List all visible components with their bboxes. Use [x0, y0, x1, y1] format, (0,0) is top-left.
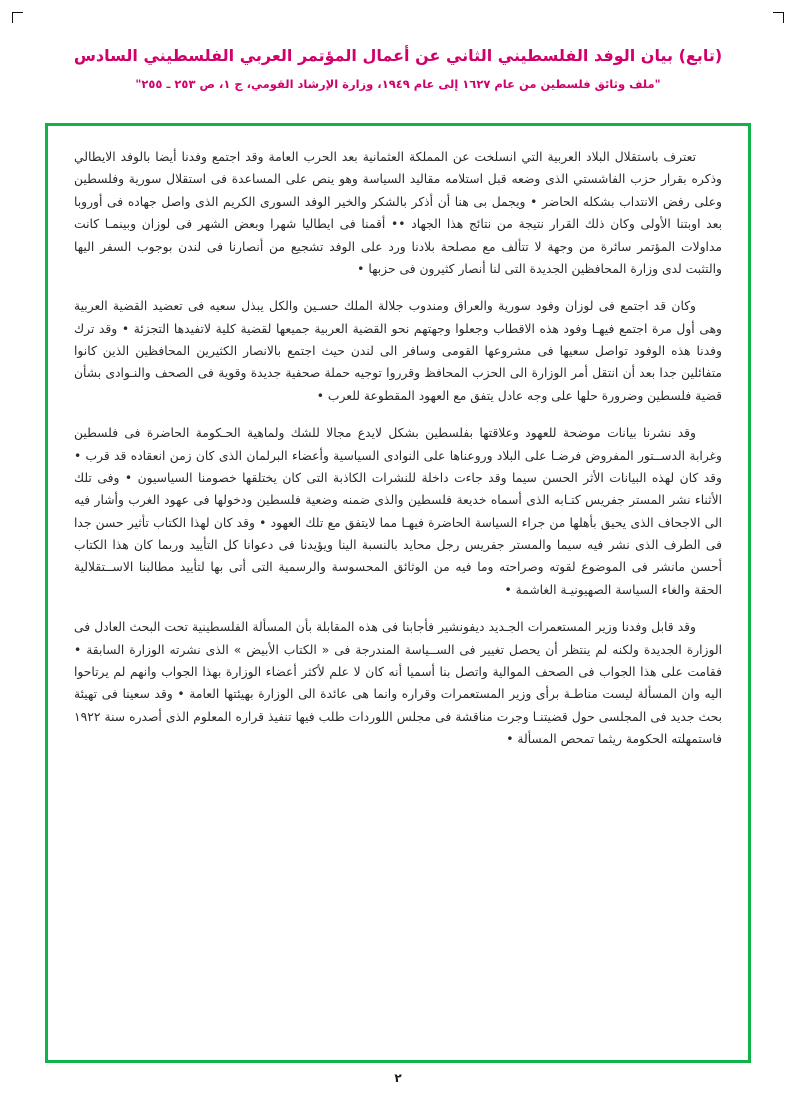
paragraph: تعترف باستقلال البلاد العربية التي انسلخت عن المملكة العثمانية بعد الحرب العامة وقد اجتمع وفدنا أيضا بالوفد الايطالي وذكره بقرار حزب الفاشستي الذى وضعه قبل استلامه مقاليد السياسة وهو ينص على المساعدة فى استقلال سورية وفلسطين وعلى رفض الانتداب بشكله الحاضر • ويجمل بى هنا أن أذكر بالشكر والخير الوفد السورى الكريم الذى واصل جهاده فى أوروبا بعد اوبتنا الأولى وكان ذلك القرار نتيجة من نتائج هذا الجهاد •• أقمنا فى ايطاليا شهرا وبعض الشهر فى لوزان وبينمـا كانت مداولات المؤتمر سائرة من وجهة لا تتألف مع مصلحة بلادنا ورد على الوفد تشجيع من أنصارنا فى لندن بوجوب السفر اليها والتثبت لدى وزارة المحافظين الجديدة التى لنا أنصار كثيرون فى حزبها • — [74, 150, 722, 276]
corner-mark-top-right — [773, 12, 784, 23]
text-frame — [45, 123, 751, 1063]
page-number: ٢ — [394, 1071, 402, 1085]
corner-mark-top-left — [12, 12, 23, 23]
paragraph: وقد نشرنا بيانات موضحة للعهود وعلاقتها بفلسطين بشكل لايدع مجالا للشك ولماهية الحـكومة الحاضرة فى فلسطين وغرابة الدســتور المفروض فرضـا على البلاد وروعناها على النوادى السياسية وأعضاء البرلمان الذى كان زمن انعقاده قد قرب • وقد كان لهذه البيانات الأثر الحسن سيما وقد جاءت داخلة للنشرات الكاذبة التى كان يختلقها خصومنا السياسيون • وفى تلك الأثناء نشر المستر جفريس كتـابه الذى أسماه خديعة فلسطين والذى ضمنه وضعية فلسطين ودخولها فى عهود الغرب وأشار فيه الى الاجحاف الذى يحيق بأهلها من جراء السياسة الحاضرة فيهـا مما لايتفق مع تلك العهود • وقد كان لهذا الكتاب تأثير حسن جدا فى الطرف الذى نشر فيه سيما والمستر جفريس رجل محايد بالنسبة الينا ويؤيدنا فى دعوانا كل التأييد وربما كان هذا الكتاب أحسن مانشر فى الموضوع لقوته وصراحته وما فيه من الوثائق المحسوسة والرسمية التى أتى بها لتأييد مطالبنا الاســتقلالية الحقة والغاء السياسة الصهيونيـة الغاشمة • — [74, 426, 722, 597]
paragraph: وقد قابل وفدنا وزير المستعمرات الجـديد ديفونشير فأجابنا فى هذه المقابلة بأن المسألة الفلسطينية تحت البحث العادل فى الوزارة الجديدة ولكنه لم ينتظر أن يحصل تغيير فى الســياسة المندرجة فى « الكتاب الأبيض » الذى نشرته الوزارة السابقة • فقامت على هذا الجواب فى الصحف الموالية واتصل بنا أسميا أنه كان لا علم لأكثر أعضاء الوزارة بهذا الجواب وانهم لم يرتاحوا اليه وان المسألة ليست مناطـة برأى وزير المستعمرات وقراره وانما هى عائدة الى الوزارة بهيئتها العامة • وقد سعينا فى تهيئة بحث جديد فى المجلسى حول قضيتنـا وجرت مناقشة فى مجلس اللوردات طلب فيها تنفيذ قراره المعلوم الذى أصدره سنة ١٩٢٢ فاستمهلته الحكومة ريثما تمحص المسألة • — [74, 620, 722, 746]
page-title: (تابع) بيان الوفد الفلسطيني الثاني عن أعمال المؤتمر العربي الفلسطيني السادس — [73, 46, 723, 65]
paragraph: وكان قد اجتمع فى لوزان وفود سورية والعراق ومندوب جلالة الملك حسـين والكل يبذل سعيه فى تعضيد القضية العربية وهى أول مرة اجتمع فيهـا وفود هذه الاقطاب وجعلوا وجهتهم نحو القضية العربية جميعها لقضية كلية لاتفيدها التجزئة • وقد ترك وفدنا هذه الوفود تواصل سعيها فى مشروعها القومى وسافر الى لندن حيث اجتمع بالانصار الكثيرين المحافظين الذين كانوا متفائلين جدا بعد أن انتقل أمر الوزارة الى الحزب المحافظ وقرروا توجيه حملة صحفية جديدة وقوية فى الصحف والنـوادى بشأن قضية فلسطين وضرورة حلها على وجه عادل يتفق مع العهود المقطوعة للعرب • — [74, 299, 722, 403]
page-header — [0, 44, 796, 91]
page-source-citation: "ملف وثائق فلسطين من عام ١٦٢٧ إلى عام ١٩٤٩، وزارة الإرشاد القومي، ج ١، ص ٢٥٣ ـ ٢٥٥" — [135, 77, 661, 91]
document-body — [74, 146, 722, 750]
